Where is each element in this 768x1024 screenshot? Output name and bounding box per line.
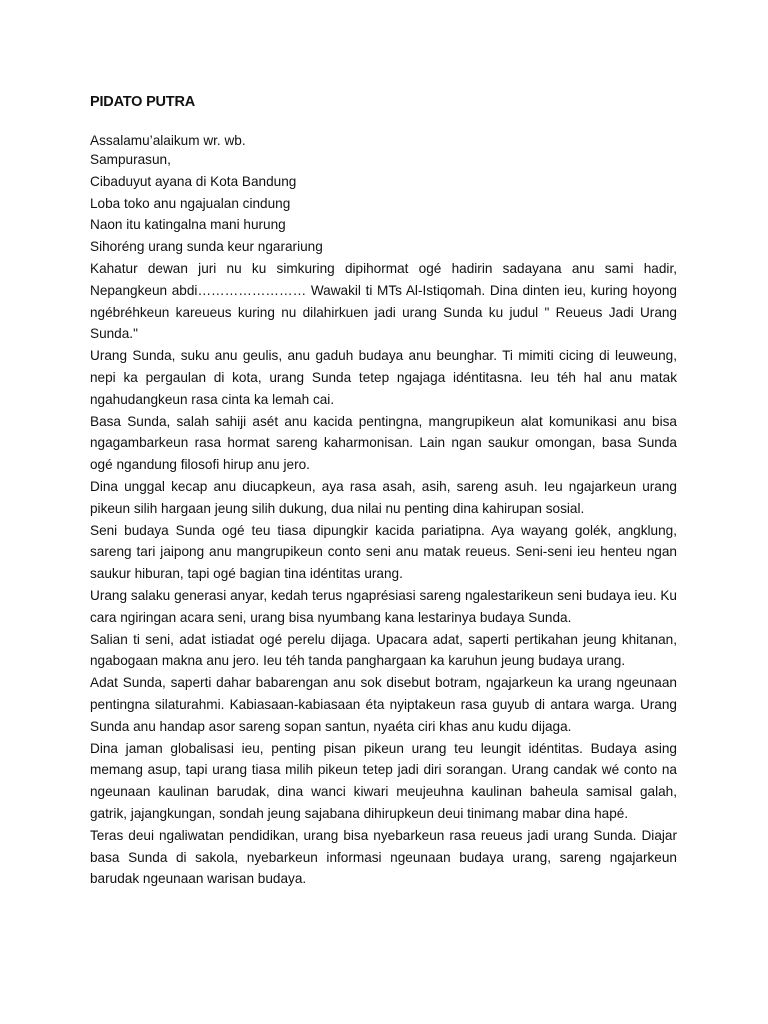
paragraph: Dina jaman globalisasi ieu, penting pisan pikeun urang teu leungit idéntitas. Budaya asing memang asup, tapi urang tiasa milih pikeun tetep jadi diri sorangan. Urang candak wé conto na ngeunaan kaulinan barudak, dina wanci kiwari meujeuhna kaulinan baheula samisal galah, gatrik, jajangkungan, sondah jeung sajabana dihirupkeun deui tinimang mabar dina hapé. xyxy=(90,740,677,821)
greeting-line: Assalamu’alaikum wr. wb. xyxy=(90,133,246,148)
paragraph: Urang Sunda, suku anu geulis, anu gaduh budaya anu beunghar. Ti mimiti cicing di leuweung, nepi ka pergaulan di kota, urang Sunda tetep ngajaga idéntitasna. Ieu téh hal anu matak ngahudangkeun rasa cinta ka lemah cai. xyxy=(90,348,677,407)
paragraph: Adat Sunda, saperti dahar babarengan anu sok disebut botram, ngajarkeun ka urang ngeunaan pentingna silaturahmi. Kabiasaan-kabiasaan éta nyiptakeun rasa guyub di antara warga. Urang Sunda anu handap asor sareng sopan santun, nyaéta ciri khas anu kudu dijaga. xyxy=(90,675,677,734)
paragraph: Urang salaku generasi anyar, kedah terus ngaprésiasi sareng ngalestarikeun seni budaya ieu. Ku cara ngiringan acara seni, urang bisa nyumbang kana lestarinya budaya Sunda. xyxy=(90,587,677,625)
paragraph: Seni budaya Sunda ogé teu tiasa dipungkir kacida pariatipna. Aya wayang golék, angklung, sareng tari jaipong anu mangrupikeun conto seni anu matak reueus. Seni-seni ieu henteu ngan saukur hiburan, tapi ogé bagian tina idéntitas urang. xyxy=(90,522,677,582)
paragraph: Dina unggal kecap anu diucapkeun, aya rasa asah, asih, sareng asuh. Ieu ngajarkeun urang pikeun silih hargaan jeung silih dukung, dua nilai nu penting dina kahirupan sosial. xyxy=(90,478,677,516)
pantun-line: Cibaduyut ayana di Kota Bandung xyxy=(90,173,297,189)
pantun-line: Sihoréng urang sunda keur ngarariung xyxy=(90,239,323,255)
paragraph: Teras deui ngaliwatan pendidikan, urang bisa nyebarkeun rasa reueus jadi urang Sunda. Diajar basa Sunda di sakola, nyebarkeun informasi ngeunaan budaya urang, sareng ngajarkeun barudak ngeunaan warisan budaya. xyxy=(90,827,677,887)
document-title: PIDATO PUTRA xyxy=(90,94,196,110)
pantun-line: Naon itu katingalna mani hurung xyxy=(90,217,286,233)
document-page xyxy=(90,92,677,890)
paragraph: Kahatur dewan juri nu ku simkuring dipihormat ogé hadirin sadayana anu sami hadir, Nepangkeun abdi…………………… Wawakil ti MTs Al-Istiqomah. Dina dinten ieu, kuring hoyong ngébréhkeun kareueus kuring nu dilahirkuen jadi urang Sunda ku judul " Reueus Jadi Urang Sunda." xyxy=(90,260,677,342)
paragraph: Basa Sunda, salah sahiji asét anu kacida pentingna, mangrupikeun alat komunikasi anu bisa ngagambarkeun rasa hormat sareng kaharmonisan. Lain ngan saukur omongan, basa Sunda ogé ngandung filosofi hirup anu jero. xyxy=(90,413,677,473)
greeting-line: Sampurasun, xyxy=(90,152,171,167)
pantun-line: Loba toko anu ngajualan cindung xyxy=(90,195,291,211)
paragraph: Salian ti seni, adat istiadat ogé perelu dijaga. Upacara adat, saperti pertikahan jeung khitanan, ngabogaan makna anu jero. Ieu téh tanda panghargaan ka karuhun jeung budaya urang. xyxy=(90,631,677,669)
